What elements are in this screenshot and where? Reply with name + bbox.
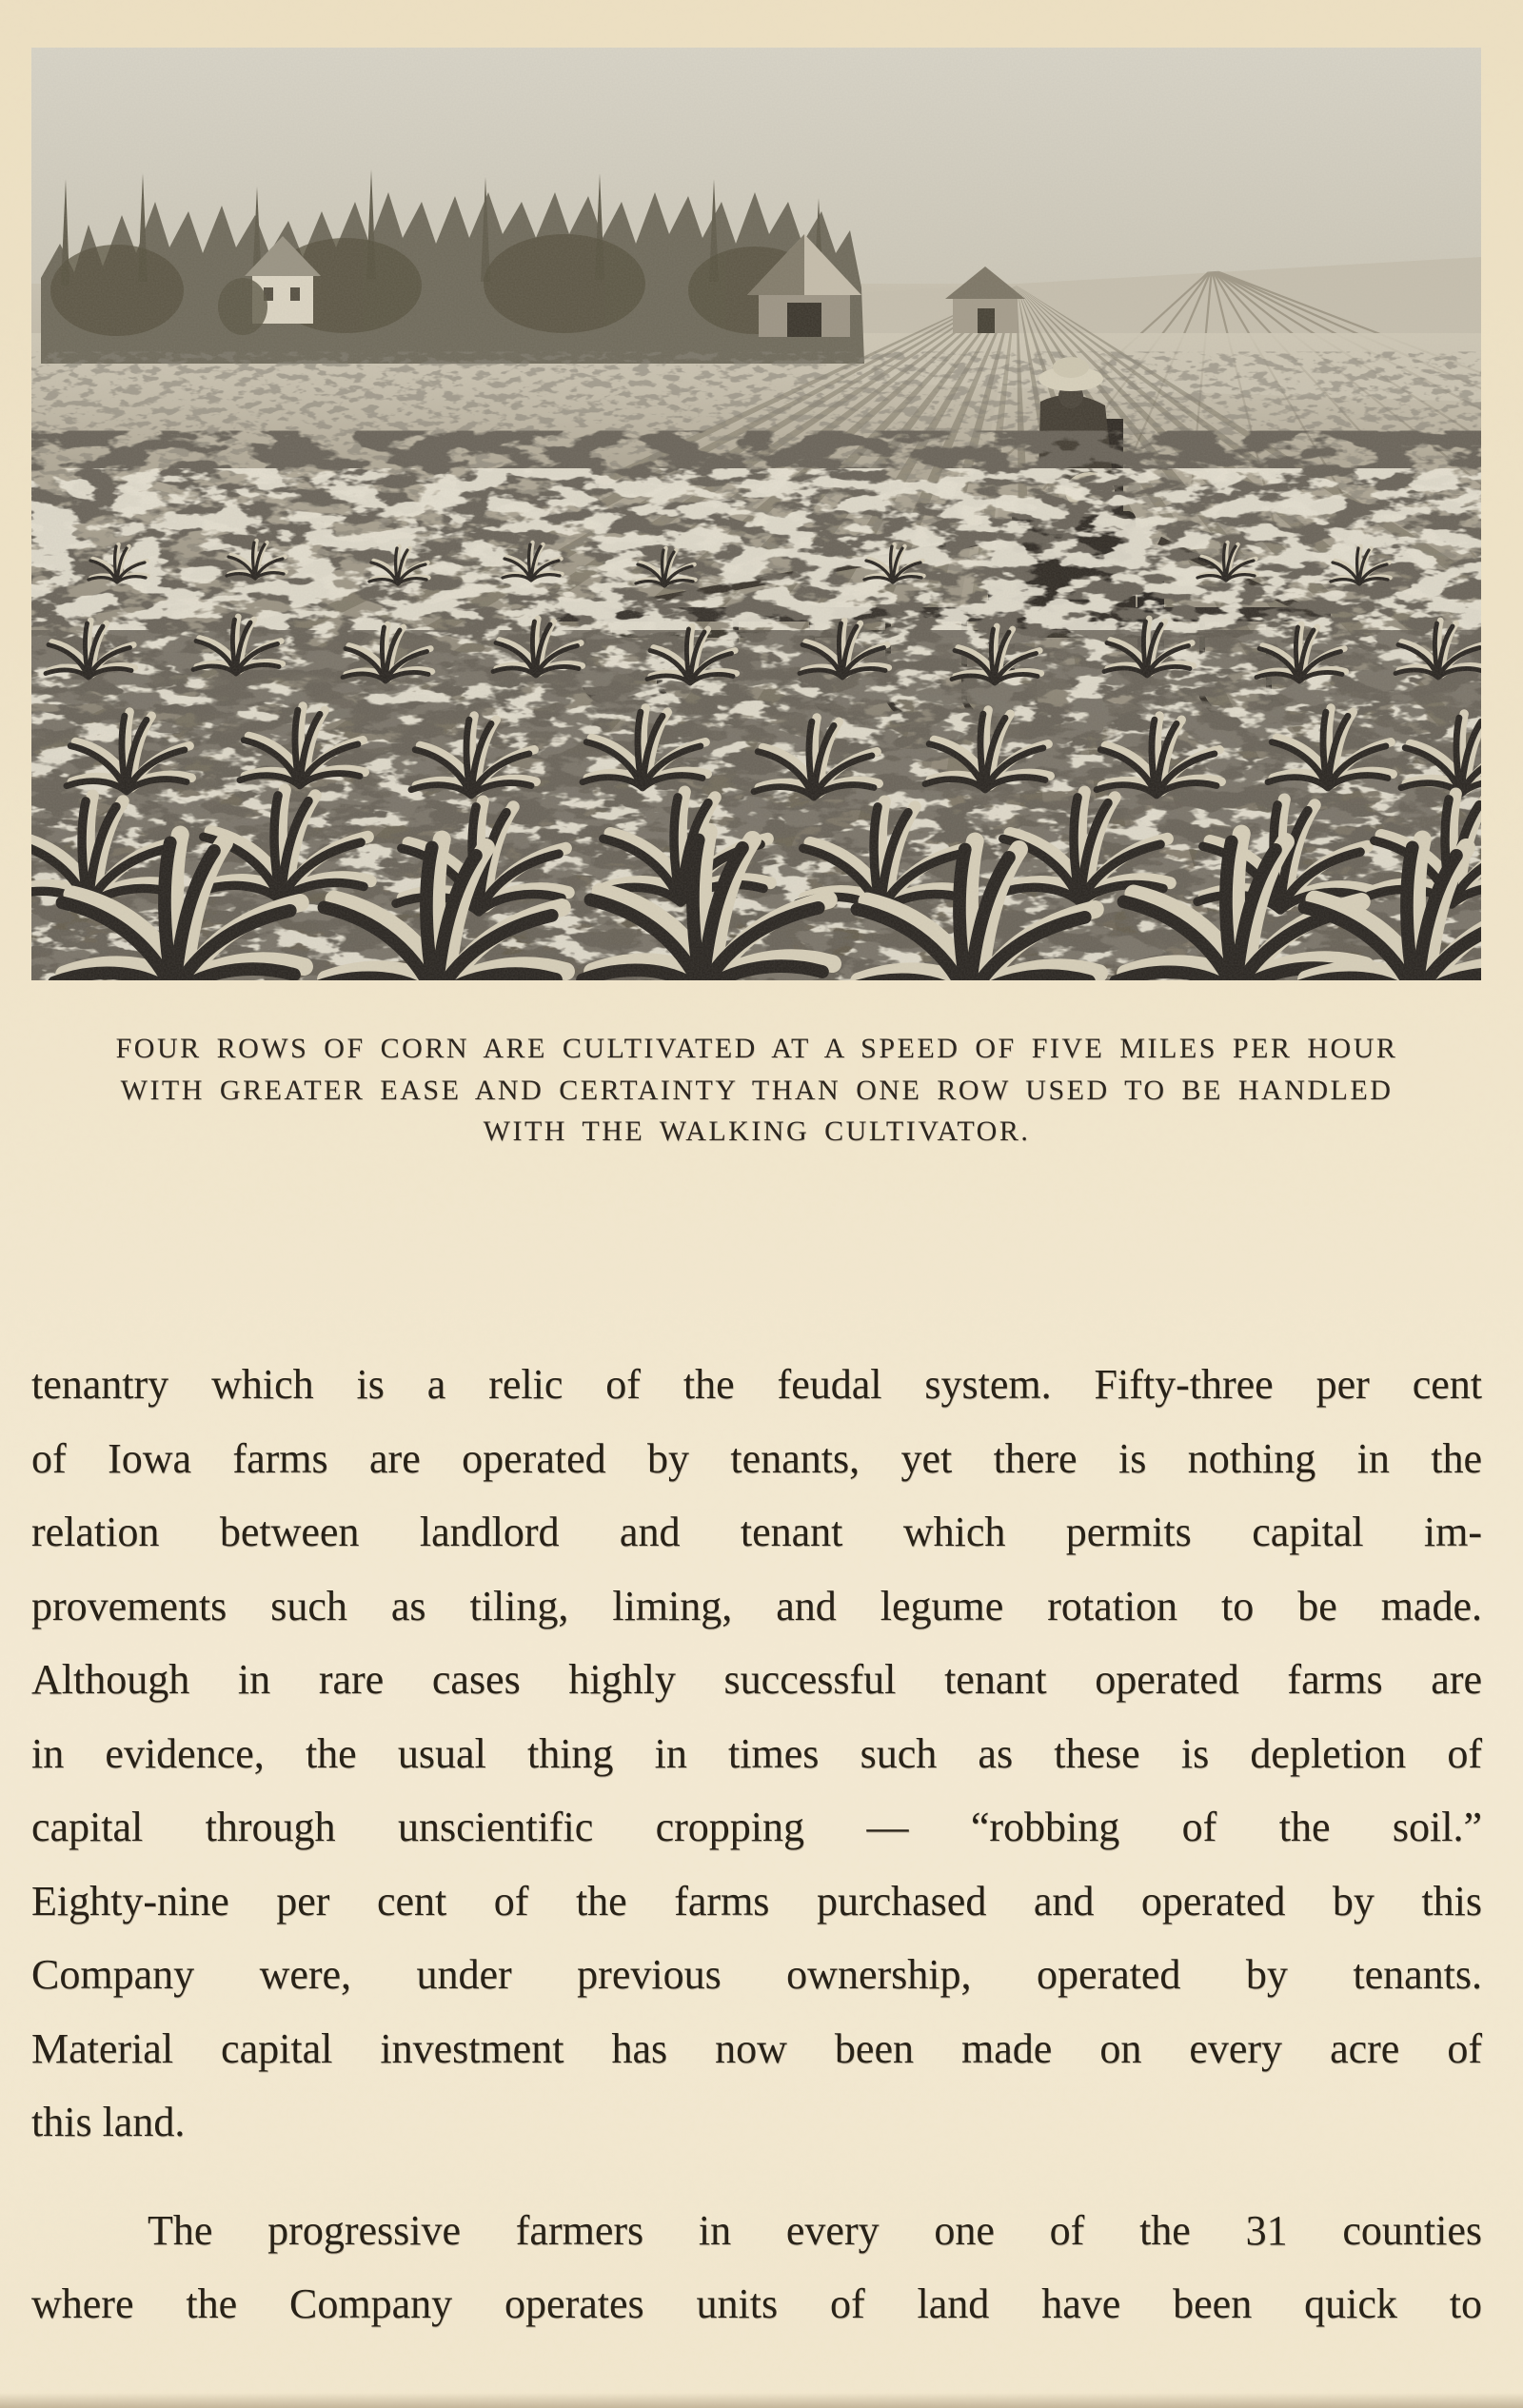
caption-line-3: WITH THE WALKING CULTIVATOR. (483, 1115, 1031, 1147)
body-line: provements such as tiling, liming, and legume rotation to be made. (31, 1582, 1482, 1629)
body-line: relation between landlord and tenant which permits capital im- (31, 1509, 1482, 1555)
body-line: Company were, under previous ownership, operated by tenants. (31, 1951, 1482, 1998)
body-line: capital through unscientific cropping — “robbing of the soil.” (31, 1804, 1482, 1850)
photo-caption (31, 1028, 1482, 1153)
page-bottom-edge (0, 2393, 1523, 2408)
body-line: Eighty-nine per cent of the farms purchased and operated by this (31, 1877, 1482, 1924)
body-line: this land. (31, 2099, 186, 2145)
body-line: in evidence, the usual thing in times such as these is depletion of (31, 1729, 1482, 1777)
body-line: The progressive farmers in every one of the 31 counties (148, 2206, 1482, 2254)
field-photograph (31, 48, 1481, 980)
paragraph-2 (31, 2194, 1482, 2341)
caption-line-2: WITH GREATER EASE AND CERTAINTY THAN ONE ROW USED TO BE HANDLED (120, 1074, 1394, 1106)
body-line: tenantry which is a relic of the feudal system. Fifty-three per cent (31, 1361, 1482, 1408)
body-text (31, 1348, 1482, 2341)
body-line: of Iowa farms are operated by tenants, yet there is nothing in the (31, 1434, 1482, 1482)
body-line: where the Company operates units of land have been quick to (31, 2280, 1482, 2327)
body-line: Material capital investment has now been made on every acre of (31, 2024, 1482, 2072)
photo-grain (31, 48, 1481, 980)
paragraph-1 (31, 1348, 1482, 2160)
body-line: Although in rare cases highly successful tenant operated farms are (31, 1656, 1482, 1703)
caption-line-1: FOUR ROWS OF CORN ARE CULTIVATED AT A SPEED OF FIVE MILES PER HOUR (115, 1033, 1398, 1064)
